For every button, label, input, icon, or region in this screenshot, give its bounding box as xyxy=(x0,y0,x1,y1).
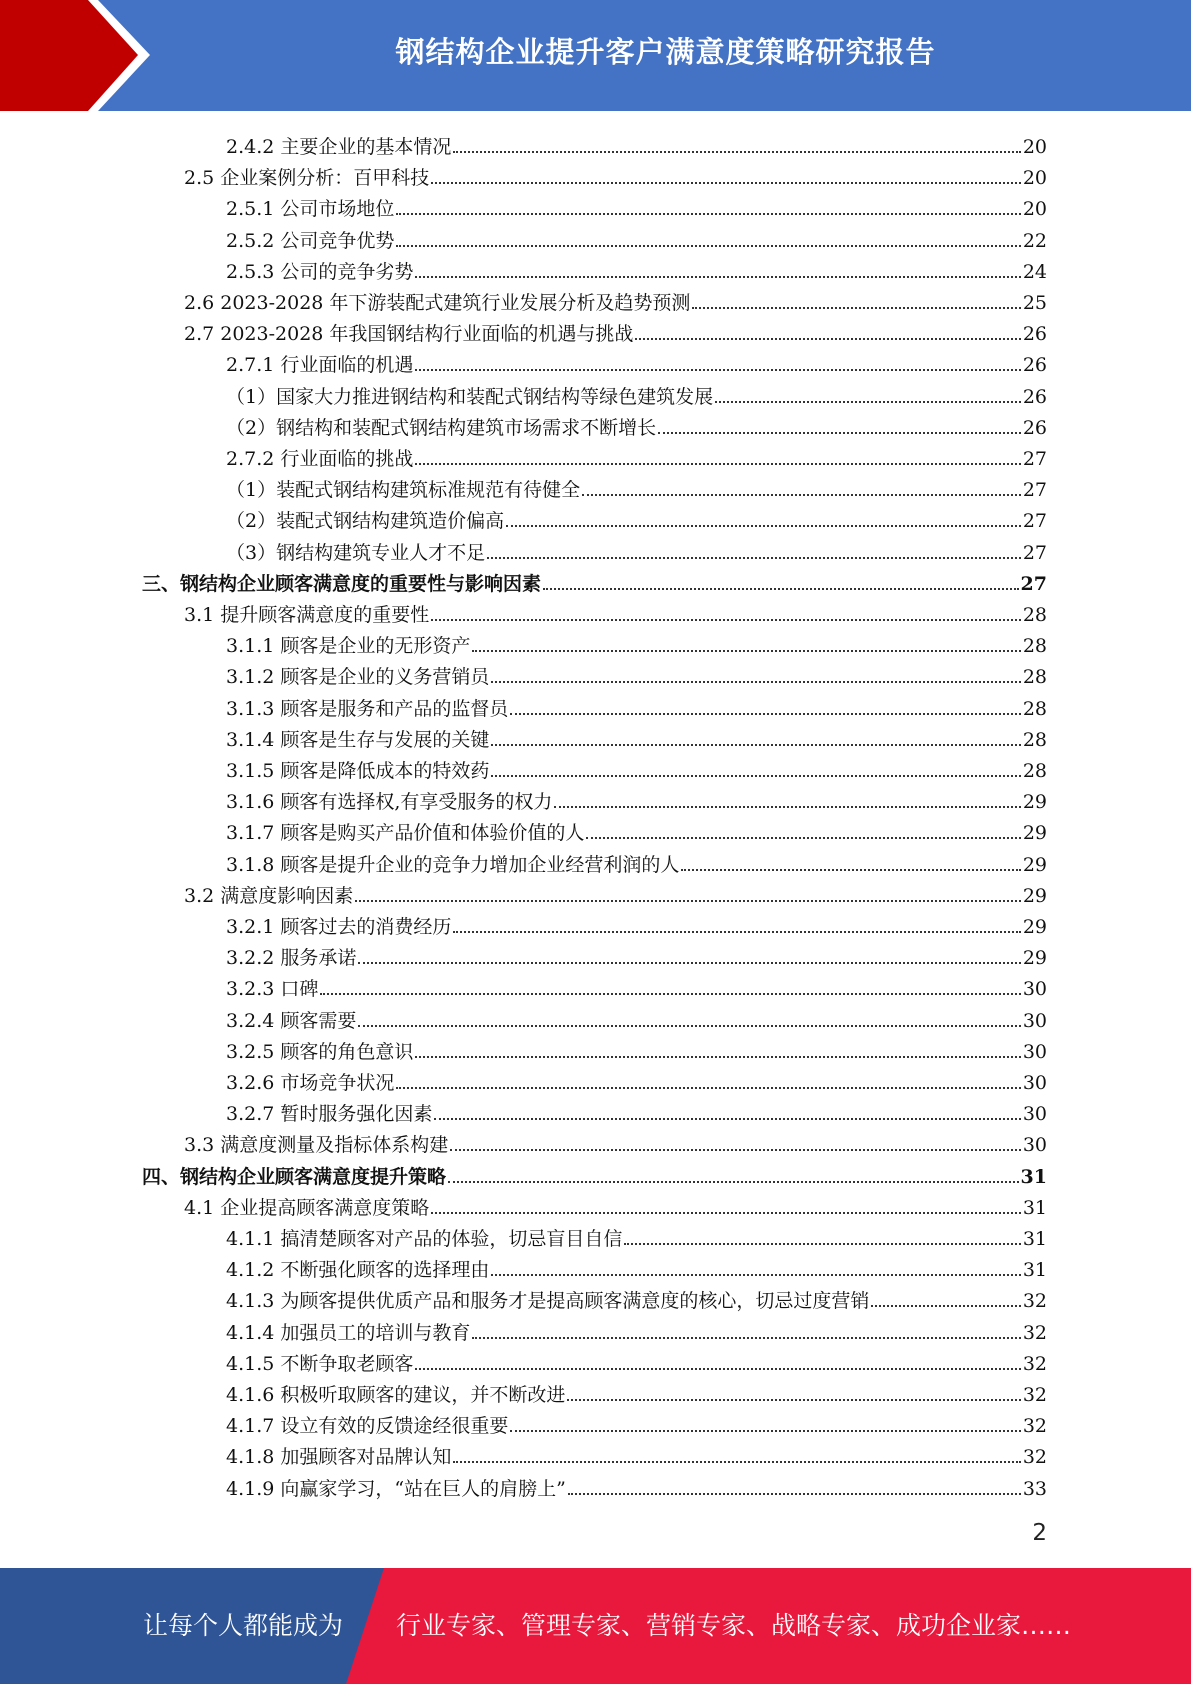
toc-entry-title: 4.1.8 加强顾客对品牌认知 xyxy=(226,1446,452,1469)
toc-dot-leader xyxy=(431,182,1021,184)
toc-entry-page: 31 xyxy=(1022,1259,1047,1282)
toc-entry[interactable] xyxy=(184,1125,1047,1156)
toc-entry-page: 32 xyxy=(1022,1384,1047,1406)
toc-entry[interactable] xyxy=(226,1250,1047,1281)
toc-entry[interactable] xyxy=(226,345,1047,376)
toc-entry-title: 4.1.6 积极听取顾客的建议，并不断改进 xyxy=(226,1384,566,1406)
toc-dot-leader xyxy=(415,463,1020,465)
toc-entry-title: 4.1.3 为顾客提供优质产品和服务才是提高顾客满意度的核心，切忌过度营销 xyxy=(226,1290,870,1313)
toc-entry-title: 三、钢结构企业顾客满意度的重要性与影响因素 xyxy=(142,572,542,595)
toc-entry-page: 28 xyxy=(1022,697,1047,720)
toc-dot-leader xyxy=(434,1118,1020,1120)
toc-entry-page: 29 xyxy=(1022,853,1047,876)
toc-entry[interactable] xyxy=(226,1469,1047,1500)
toc-dot-leader xyxy=(450,1149,1021,1151)
toc-entry[interactable] xyxy=(226,127,1047,158)
toc-dot-leader xyxy=(453,1461,1020,1463)
toc-entry[interactable] xyxy=(142,1157,1047,1188)
toc-entry[interactable] xyxy=(226,1375,1047,1406)
toc-dot-leader xyxy=(586,837,1020,839)
toc-dot-leader xyxy=(448,1181,1019,1183)
toc-entry[interactable] xyxy=(226,1281,1047,1312)
toc-entry-title: 2.6 2023-2028 年下游装配式建筑行业发展分析及趋势预测 xyxy=(184,292,691,314)
toc-entry[interactable] xyxy=(226,189,1047,220)
toc-entry-title: （2）装配式钢结构建筑造价偏高 xyxy=(226,510,505,533)
toc-entry-page: 32 xyxy=(1022,1446,1047,1469)
footer-slogan-left: 让每个人都能成为 xyxy=(143,1611,344,1640)
toc-entry[interactable] xyxy=(226,1063,1047,1094)
toc-dot-leader xyxy=(415,276,1020,278)
toc-entry[interactable] xyxy=(226,813,1047,844)
toc-entry-title: 2.5.1 公司市场地位 xyxy=(226,198,395,221)
toc-entry-page: 20 xyxy=(1022,198,1047,221)
toc-dot-leader xyxy=(355,900,1021,902)
toc-entry[interactable] xyxy=(226,1313,1047,1344)
toc-dot-leader xyxy=(658,432,1021,434)
toc-entry-page: 29 xyxy=(1022,947,1047,970)
toc-entry-title: 3.2 满意度影响因素 xyxy=(184,884,354,907)
toc-entry-title: 2.5.2 公司竞争优势 xyxy=(226,229,395,252)
toc-entry-title: （3）钢结构建筑专业人才不足 xyxy=(226,541,486,564)
toc-entry[interactable] xyxy=(226,1219,1047,1250)
toc-entry[interactable] xyxy=(226,501,1047,532)
toc-entry-page: 29 xyxy=(1022,916,1047,938)
toc-dot-leader xyxy=(624,1243,1020,1245)
toc-dot-leader xyxy=(396,1087,1020,1089)
toc-entry[interactable] xyxy=(226,470,1047,501)
toc-entry-title: 3.1.6 顾客有选择权,有享受服务的权力 xyxy=(226,791,553,814)
toc-entry-title: 2.4.2 主要企业的基本情况 xyxy=(226,136,452,158)
toc-dot-leader xyxy=(472,1337,1020,1339)
toc-dot-leader xyxy=(472,650,1020,652)
toc-entry-page: 32 xyxy=(1022,1290,1047,1313)
toc-dot-leader xyxy=(396,213,1020,215)
toc-entry[interactable] xyxy=(226,1437,1047,1468)
toc-entry[interactable] xyxy=(226,1032,1047,1063)
toc-entry-title: 2.5 企业案例分析：百甲科技 xyxy=(184,167,430,190)
toc-entry-title: 3.1.5 顾客是降低成本的特效药 xyxy=(226,760,490,782)
toc-entry-title: 4.1 企业提高顾客满意度策略 xyxy=(184,1196,430,1219)
toc-dot-leader xyxy=(582,494,1021,496)
toc-entry-page: 28 xyxy=(1022,666,1047,689)
toc-dot-leader xyxy=(568,1493,1021,1495)
toc-dot-leader xyxy=(431,1212,1021,1214)
toc-entry[interactable] xyxy=(226,938,1047,969)
toc-entry[interactable] xyxy=(226,252,1047,283)
toc-entry[interactable] xyxy=(184,158,1047,189)
toc-entry-page: 28 xyxy=(1022,760,1047,782)
toc-entry-page: 27 xyxy=(1020,572,1047,595)
toc-entry-page: 31 xyxy=(1022,1196,1047,1219)
toc-entry-title: 3.2.1 顾客过去的消费经历 xyxy=(226,916,452,938)
toc-entry-page: 28 xyxy=(1022,728,1047,751)
toc-dot-leader xyxy=(543,588,1019,590)
toc-entry[interactable] xyxy=(226,533,1047,564)
toc-entry-page: 32 xyxy=(1022,1352,1047,1375)
toc-entry-page: 26 xyxy=(1022,416,1047,439)
toc-dot-leader xyxy=(453,151,1020,153)
toc-dot-leader xyxy=(506,525,1021,527)
toc-dot-leader xyxy=(415,369,1020,371)
toc-dot-leader xyxy=(415,1368,1020,1370)
toc-entry[interactable] xyxy=(226,408,1047,439)
toc-entry-page: 27 xyxy=(1022,510,1047,533)
toc-entry-page: 26 xyxy=(1022,385,1047,408)
toc-dot-leader xyxy=(431,619,1021,621)
toc-entry[interactable] xyxy=(184,1188,1047,1219)
page-number: 2 xyxy=(1032,1520,1047,1546)
toc-entry-page: 29 xyxy=(1022,791,1047,814)
toc-entry[interactable] xyxy=(184,876,1047,907)
toc-entry-page: 26 xyxy=(1022,323,1047,346)
toc-dot-leader xyxy=(692,307,1020,309)
toc-dot-leader xyxy=(510,1430,1020,1432)
toc-entry-page: 22 xyxy=(1022,229,1047,252)
toc-dot-leader xyxy=(681,869,1020,871)
toc-entry-page: 26 xyxy=(1022,354,1047,377)
toc-entry[interactable] xyxy=(226,751,1047,782)
toc-entry-page: 30 xyxy=(1022,1009,1047,1032)
toc-entry-page: 24 xyxy=(1022,260,1047,283)
toc-entry-page: 30 xyxy=(1022,978,1047,1001)
toc-entry-title: 3.2.5 顾客的角色意识 xyxy=(226,1040,414,1063)
toc-dot-leader xyxy=(487,557,1021,559)
toc-entry[interactable] xyxy=(226,845,1047,876)
toc-entry-page: 32 xyxy=(1022,1415,1047,1438)
toc-entry-page: 28 xyxy=(1022,635,1047,658)
toc-entry-page: 31 xyxy=(1020,1165,1047,1188)
toc-entry-title: 2.5.3 公司的竞争劣势 xyxy=(226,260,414,283)
toc-entry-title: （2）钢结构和装配式钢结构建筑市场需求不断增长 xyxy=(226,416,657,439)
toc-entry-page: 27 xyxy=(1022,448,1047,470)
toc-entry[interactable] xyxy=(226,657,1047,688)
toc-entry-title: 4.1.9 向赢家学习，“站在巨人的肩膀上” xyxy=(226,1477,566,1500)
toc-entry-title: 4.1.7 设立有效的反馈途经很重要 xyxy=(226,1415,509,1438)
toc-entry-title: （1）国家大力推进钢结构和装配式钢结构等绿色建筑发展 xyxy=(226,385,714,408)
toc-entry[interactable] xyxy=(226,969,1047,1000)
toc-entry-page: 32 xyxy=(1022,1321,1047,1344)
toc-entry[interactable] xyxy=(184,283,1047,314)
toc-entry-page: 20 xyxy=(1022,167,1047,190)
toc-entry-page: 30 xyxy=(1022,1103,1047,1126)
toc-dot-leader xyxy=(491,681,1020,683)
toc-entry[interactable] xyxy=(184,595,1047,626)
toc-entry[interactable] xyxy=(226,1406,1047,1437)
toc-entry-title: （1）装配式钢结构建筑标准规范有待健全 xyxy=(226,479,581,502)
toc-entry-page: 28 xyxy=(1022,604,1047,626)
toc-entry[interactable] xyxy=(226,377,1047,408)
toc-entry-title: 3.1.1 顾客是企业的无形资产 xyxy=(226,635,471,658)
toc-entry-title: 4.1.5 不断争取老顾客 xyxy=(226,1352,414,1375)
toc-entry[interactable] xyxy=(226,1344,1047,1375)
toc-entry-title: 3.1.8 顾客是提升企业的竞争力增加企业经营利润的人 xyxy=(226,853,680,876)
toc-entry-page: 30 xyxy=(1022,1040,1047,1063)
toc-entry-page: 27 xyxy=(1022,479,1047,502)
toc-dot-leader xyxy=(491,1274,1020,1276)
toc-dot-leader xyxy=(358,1025,1020,1027)
toc-entry-title: 四、钢结构企业顾客满意度提升策略 xyxy=(142,1165,447,1188)
toc-dot-leader xyxy=(635,338,1020,340)
toc-entry-title: 3.1.7 顾客是购买产品价值和体验价值的人 xyxy=(226,822,585,845)
toc-entry[interactable] xyxy=(226,782,1047,813)
toc-entry-title: 3.2.7 暂时服务强化因素 xyxy=(226,1103,433,1126)
toc-entry-title: 4.1.2 不断强化顾客的选择理由 xyxy=(226,1259,490,1282)
toc-dot-leader xyxy=(871,1305,1020,1307)
toc-entry-page: 33 xyxy=(1022,1477,1047,1500)
toc-dot-leader xyxy=(358,962,1020,964)
toc-entry-title: 3.2.3 口碑 xyxy=(226,978,319,1001)
footer-slogan-right: 行业专家、管理专家、营销专家、战略专家、成功企业家…… xyxy=(396,1611,1072,1640)
toc-entry-title: 2.7.1 行业面临的机遇 xyxy=(226,354,414,377)
document-title: 钢结构企业提升客户满意度策略研究报告 xyxy=(395,34,936,69)
toc-entry-page: 30 xyxy=(1022,1134,1047,1157)
toc-entry-title: 2.7.2 行业面临的挑战 xyxy=(226,448,414,470)
toc-dot-leader xyxy=(491,775,1020,777)
toc-entry-title: 4.1.4 加强员工的培训与教育 xyxy=(226,1321,471,1344)
toc-dot-leader xyxy=(415,1056,1020,1058)
toc-dot-leader xyxy=(567,1399,1020,1401)
toc-entry-title: 2.7 2023-2028 年我国钢结构行业面临的机遇与挑战 xyxy=(184,323,634,346)
toc-entry-title: 3.1.3 顾客是服务和产品的监督员 xyxy=(226,697,509,720)
toc-dot-leader xyxy=(320,993,1020,995)
toc-dot-leader xyxy=(491,744,1020,746)
page-footer xyxy=(0,1568,1191,1684)
toc-entry[interactable] xyxy=(226,907,1047,938)
toc-dot-leader xyxy=(453,931,1020,933)
toc-entry[interactable] xyxy=(226,626,1047,657)
toc-entry[interactable] xyxy=(184,314,1047,345)
toc-entry-title: 3.1.2 顾客是企业的义务营销员 xyxy=(226,666,490,689)
toc-entry[interactable] xyxy=(226,720,1047,751)
toc-dot-leader xyxy=(510,713,1020,715)
toc-entry-page: 31 xyxy=(1022,1228,1047,1250)
toc-entry-page: 25 xyxy=(1022,292,1047,314)
toc-entry-page: 29 xyxy=(1022,884,1047,907)
toc-entry[interactable] xyxy=(142,564,1047,595)
toc-entry-title: 4.1.1 搞清楚顾客对产品的体验，切忌盲目自信 xyxy=(226,1228,623,1250)
toc-dot-leader xyxy=(715,401,1021,403)
toc-entry-page: 29 xyxy=(1022,822,1047,845)
toc-entry-title: 3.1.4 顾客是生存与发展的关键 xyxy=(226,728,490,751)
toc-entry-page: 20 xyxy=(1022,136,1047,158)
toc-entry-page: 30 xyxy=(1022,1072,1047,1094)
toc-entry[interactable] xyxy=(226,221,1047,252)
toc-entry[interactable] xyxy=(226,1094,1047,1125)
page-header xyxy=(0,0,1191,111)
toc-entry-page: 27 xyxy=(1022,541,1047,564)
toc-entry-title: 3.2.6 市场竞争状况 xyxy=(226,1072,395,1094)
toc-entry-title: 3.2.4 顾客需要 xyxy=(226,1009,357,1032)
toc-entry-title: 3.1 提升顾客满意度的重要性 xyxy=(184,604,430,626)
toc-entry[interactable] xyxy=(226,689,1047,720)
toc-entry[interactable] xyxy=(226,1001,1047,1032)
toc-dot-leader xyxy=(396,245,1020,247)
toc-entry-title: 3.3 满意度测量及指标体系构建 xyxy=(184,1134,449,1157)
toc-entry[interactable] xyxy=(226,439,1047,470)
toc-dot-leader xyxy=(554,806,1020,808)
toc-entry-title: 3.2.2 服务承诺 xyxy=(226,947,357,970)
